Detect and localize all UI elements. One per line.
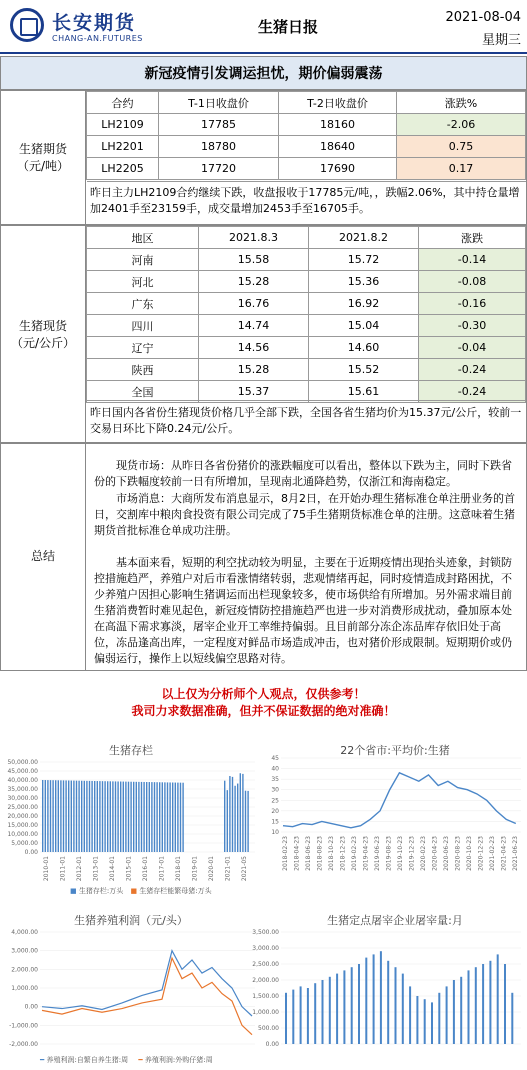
report-title: 生猪日报: [258, 18, 319, 36]
inventory-bar: [84, 781, 85, 852]
y-tick-label: 2,000.00: [11, 966, 38, 974]
inventory-bar: [55, 780, 56, 852]
inventory-bar: [97, 781, 98, 852]
inventory-bar: [172, 783, 173, 853]
y-tick-label: 0.00: [265, 1041, 279, 1048]
report-date: 2021-08-04: [445, 10, 521, 25]
change-cell: 0.17: [397, 158, 526, 180]
x-tick-label: 2020-06-23: [443, 836, 450, 871]
x-tick-label: 2018-12-23: [339, 836, 347, 871]
x-tick-label: 2012-01: [76, 856, 83, 882]
slaughter-bar: [402, 974, 404, 1044]
inventory-bar: [112, 781, 113, 852]
inventory-bar: [240, 773, 241, 852]
x-tick-label: 2018-01: [175, 856, 182, 882]
x-tick-label: 2020-04-23: [431, 836, 439, 871]
price-cell: 14.74: [199, 315, 309, 337]
table-row: [87, 271, 526, 293]
futures-note: 昨日主力LH2109合约继续下跌，收盘报收于17785元/吨，，跌幅2.06%，其中持仓量增加2401手至23159手，成交量增加2453手至16705手。: [87, 181, 526, 217]
y-tick-label: 10: [271, 829, 279, 836]
table-row: [87, 359, 526, 381]
change-cell: -0.16: [419, 293, 526, 315]
inventory-bar: [133, 782, 134, 852]
inventory-bar: [175, 783, 176, 852]
inventory-bar: [156, 782, 157, 852]
region-cell: 四川: [87, 315, 199, 337]
price-cell: 15.04: [309, 315, 419, 337]
table-row: [87, 158, 526, 180]
y-tick-label: 45: [271, 755, 279, 762]
region-cell: 辽宁: [87, 337, 199, 359]
slaughter-bar: [292, 990, 294, 1044]
change-cell: -0.04: [419, 337, 526, 359]
x-tick-label: 2019-02-23: [351, 836, 358, 871]
inventory-bar: [89, 781, 90, 852]
disclaimer: [0, 686, 527, 720]
x-tick-label: 2017-01: [158, 856, 166, 882]
inventory-bar: [60, 780, 61, 852]
price-cell: 16.76: [199, 293, 309, 315]
x-tick-label: 2021-02-23: [489, 836, 496, 871]
slaughter-bar: [497, 954, 499, 1044]
legend-label: 养殖利润:自繁自养生猪:周: [46, 1056, 129, 1064]
y-tick-label: 50,000.00: [7, 759, 38, 766]
col-header: T-2日收盘价: [279, 92, 397, 114]
x-tick-label: 2019-01: [191, 856, 199, 882]
change-cell: -0.24: [419, 381, 526, 403]
slaughter-bar: [446, 986, 448, 1044]
region-cell: 全国: [87, 381, 199, 403]
x-tick-label: 2021-01: [224, 856, 232, 882]
y-tick-label: 15,000.00: [7, 822, 38, 829]
slaughter-bar: [380, 951, 382, 1044]
company-logo: [10, 8, 44, 42]
price-cell: 17785: [159, 114, 279, 136]
y-tick-label: 25,000.00: [7, 804, 38, 811]
table-row: [87, 293, 526, 315]
slaughter-bar: [351, 967, 353, 1044]
inventory-bar: [123, 782, 124, 852]
inventory-bar: [154, 782, 155, 852]
table-header-row: [87, 227, 526, 249]
y-tick-label: -2,000.00: [9, 1041, 38, 1048]
contract-cell: LH2205: [87, 158, 159, 180]
inventory-bar: [120, 782, 121, 853]
price-cell: 18780: [159, 136, 279, 158]
chart-title: 生猪定点屠宰企业屠宰量:月: [327, 914, 463, 927]
inventory-bar: [162, 782, 163, 852]
legend-label: 生猪存栏能繁母猪:万头: [139, 887, 212, 895]
table-row: [87, 136, 526, 158]
y-tick-label: 2,000.00: [252, 977, 279, 984]
chart-plot: [0, 732, 262, 900]
inventory-bar: [63, 780, 64, 852]
inventory-bar: [102, 781, 103, 852]
inventory-bar: [81, 781, 82, 852]
x-tick-label: 2019-10-23: [397, 836, 404, 871]
inventory-bar: [182, 783, 183, 852]
slaughter-bar: [460, 977, 462, 1044]
chart-hog-inventory: [0, 732, 262, 900]
chart-slaughter-volume: [252, 904, 527, 1070]
inventory-bar: [164, 782, 165, 852]
inventory-bar: [47, 780, 48, 852]
inventory-bar: [224, 781, 225, 852]
col-header: 2021.8.2: [309, 227, 419, 249]
region-cell: 广东: [87, 293, 199, 315]
slaughter-bar: [424, 999, 426, 1044]
x-tick-label: 2019-08-23: [385, 836, 393, 871]
inventory-bar: [149, 782, 150, 852]
inventory-bar: [245, 791, 246, 852]
x-tick-label: 2020-12-23: [477, 836, 485, 871]
inventory-bar: [128, 782, 129, 852]
x-tick-label: 2010-01: [43, 856, 50, 882]
price-cell: 17690: [279, 158, 397, 180]
legend-swatch: ━: [138, 1056, 143, 1064]
inventory-bar: [115, 781, 116, 852]
chart-breeding-profit: [0, 904, 262, 1070]
y-tick-label: 2,500.00: [252, 961, 279, 968]
legend-swatch: ■: [130, 887, 138, 895]
inventory-bar: [234, 786, 235, 852]
slaughter-bar: [285, 993, 287, 1044]
y-tick-label: 3,500.00: [252, 929, 279, 936]
inventory-bar: [110, 781, 111, 852]
inventory-bar: [146, 782, 147, 852]
col-header: 地区: [87, 227, 199, 249]
y-tick-label: 30: [271, 786, 279, 794]
price-cell: 14.60: [309, 337, 419, 359]
inventory-bar: [247, 791, 248, 852]
price-cell: 17720: [159, 158, 279, 180]
price-cell: 15.28: [199, 271, 309, 293]
inventory-bar: [138, 782, 139, 852]
chart-title: 生猪养殖利润（元/头）: [74, 914, 188, 927]
inventory-bar: [78, 781, 79, 852]
legend-label: 生猪存栏:万头: [78, 887, 124, 895]
slaughter-bar: [365, 958, 367, 1044]
x-tick-label: 2019-12-23: [408, 836, 416, 871]
x-tick-label: 2014-01: [109, 856, 116, 882]
price-cell: 16.92: [309, 293, 419, 315]
slaughter-bar: [395, 967, 397, 1044]
price-cell: 15.36: [309, 271, 419, 293]
y-tick-label: 3,000.00: [252, 945, 279, 952]
brand-english: CHANG-AN.FUTURES: [52, 34, 143, 43]
y-tick-label: 40: [271, 765, 279, 773]
y-tick-label: 4,000.00: [11, 929, 38, 936]
legend-swatch: ■: [70, 887, 77, 895]
x-tick-label: 2019-04-23: [362, 836, 370, 871]
price-cell: 15.58: [199, 249, 309, 271]
inventory-bar: [237, 784, 238, 852]
change-cell: 0.75: [397, 136, 526, 158]
inventory-bar: [76, 781, 77, 852]
inventory-bar: [117, 781, 118, 852]
inventory-bar: [71, 781, 72, 852]
y-tick-label: 3,000.00: [11, 947, 38, 955]
inventory-bar: [50, 780, 51, 852]
col-header: 2021.8.3: [199, 227, 309, 249]
x-tick-label: 2018-06-23: [305, 836, 312, 871]
x-tick-label: 2021-06-23: [512, 836, 519, 871]
slaughter-bar: [431, 1002, 433, 1044]
spot-table: [86, 226, 526, 403]
chart-legend: [70, 886, 212, 896]
x-tick-label: 2019-06-23: [374, 836, 381, 871]
chart-plot: [0, 904, 262, 1070]
inventory-bar: [180, 783, 181, 852]
slaughter-bar: [307, 988, 309, 1044]
headline: 新冠疫情引发调运担忧，期价偏弱震荡: [0, 56, 527, 90]
inventory-bar: [68, 781, 69, 853]
legend-label: 养殖利润:外购仔猪:周: [144, 1056, 213, 1064]
inventory-bar: [42, 780, 43, 852]
price-cell: 15.72: [309, 249, 419, 271]
change-cell: -0.08: [419, 271, 526, 293]
col-header: 涨跌%: [397, 92, 526, 114]
x-tick-label: 2018-02-23: [282, 836, 289, 871]
contract-cell: LH2109: [87, 114, 159, 136]
report-header: [0, 0, 527, 54]
futures-table: [86, 91, 526, 180]
change-cell: -0.24: [419, 359, 526, 381]
y-tick-label: 0.00: [24, 1003, 38, 1011]
slaughter-bar: [453, 980, 455, 1044]
col-header: 涨跌: [419, 227, 526, 249]
inventory-bar: [232, 777, 233, 852]
y-tick-label: 1,000.00: [11, 985, 38, 992]
slaughter-bar: [329, 977, 331, 1044]
inventory-bar: [86, 781, 87, 852]
inventory-bar: [136, 782, 137, 852]
x-tick-label: 2020-08-23: [454, 836, 462, 871]
region-cell: 陕西: [87, 359, 199, 381]
y-tick-label: 500.00: [258, 1025, 279, 1032]
table-row: [87, 315, 526, 337]
table-row: [87, 337, 526, 359]
inventory-bar: [94, 781, 95, 852]
inventory-bar: [52, 780, 53, 852]
inventory-bar: [169, 782, 170, 852]
y-tick-label: 45,000.00: [7, 768, 38, 775]
table-header-row: [87, 92, 526, 114]
summary-text: [86, 448, 526, 668]
inventory-bar: [125, 782, 126, 852]
change-cell: -2.06: [397, 114, 526, 136]
slaughter-bar: [387, 961, 389, 1044]
inventory-bar: [242, 774, 243, 852]
x-tick-label: 2021-04-23: [500, 836, 508, 871]
y-tick-label: 25: [271, 797, 279, 805]
x-tick-label: 2018-08-23: [316, 836, 324, 871]
chart-plot: [252, 904, 527, 1070]
x-tick-label: 2020-01: [208, 856, 215, 882]
change-cell: -0.14: [419, 249, 526, 271]
chart-title: 22个省市:平均价:生猪: [340, 744, 450, 757]
inventory-bar: [167, 782, 168, 852]
slaughter-bar: [482, 964, 484, 1044]
legend-swatch: ━: [40, 1056, 45, 1064]
table-row: [87, 249, 526, 271]
inventory-bar: [227, 790, 228, 852]
y-tick-label: 30,000.00: [7, 795, 38, 802]
price-cell: 18640: [279, 136, 397, 158]
inventory-bar: [73, 781, 74, 852]
y-tick-label: 40,000.00: [7, 777, 38, 784]
summary-paragraph: 现货市场：从昨日各省份猪价的涨跌幅度可以看出，整体以下跌为主，同时下跌省份的下跌幅度较前一日有所增加，呈现南北通降趋势，仅浙江和海南稳定。: [94, 459, 512, 488]
y-tick-label: -1,000.00: [9, 1022, 38, 1030]
x-tick-label: 2013-01: [92, 856, 100, 882]
slaughter-bar: [511, 993, 513, 1044]
inventory-bar: [107, 781, 108, 852]
slaughter-bar: [409, 986, 411, 1044]
y-tick-label: 20: [271, 807, 279, 815]
region-cell: 河南: [87, 249, 199, 271]
x-tick-label: 2021-05: [241, 856, 248, 882]
contract-cell: LH2201: [87, 136, 159, 158]
chart-legend: [40, 1055, 213, 1065]
inventory-bar: [151, 782, 152, 852]
y-tick-label: 35,000.00: [7, 786, 38, 793]
y-tick-label: 35: [271, 776, 279, 784]
slaughter-bar: [358, 964, 360, 1044]
inventory-bar: [65, 780, 66, 852]
slaughter-bar: [300, 986, 302, 1044]
futures-label: 生猪期货 （元/吨）: [1, 91, 86, 224]
price-cell: 14.56: [199, 337, 309, 359]
report-weekday: 星期三: [481, 33, 521, 48]
chart-plot: [263, 732, 527, 900]
price-cell: 15.52: [309, 359, 419, 381]
y-tick-label: 1,500.00: [252, 993, 279, 1000]
y-tick-label: 5,000.00: [11, 840, 38, 847]
inventory-bar: [91, 781, 92, 852]
y-tick-label: 15: [271, 818, 279, 826]
price-cell: 15.28: [199, 359, 309, 381]
inventory-bar: [177, 783, 178, 852]
slaughter-bar: [336, 974, 338, 1044]
disclaimer-line: 我司力求数据准确，但并不保证数据的绝对准确！: [131, 704, 396, 718]
slaughter-bar: [504, 964, 506, 1044]
futures-section: [0, 90, 527, 225]
slaughter-bar: [468, 970, 470, 1044]
profit-line-self: [42, 951, 252, 1016]
table-row: [87, 114, 526, 136]
spot-label: 生猪现货 （元/公斤）: [1, 226, 86, 442]
slaughter-bar: [438, 993, 440, 1044]
disclaimer-line: 以上仅为分析师个人观点，仅供参考！: [161, 687, 366, 701]
slaughter-bar: [489, 961, 491, 1044]
slaughter-bar: [322, 980, 324, 1044]
summary-paragraph: 基本面来看，短期的利空扰动较为明显，主要在于近期疫情出现抬头迹象，封锁防控措施趋严，养殖户对后市看涨情绪转弱，悲观情绪再起，同时疫情造成封路困扰，不少养殖户因担心影响生猪调运而出栏现象较多，使市场供给有所增加。另外需求端目前生猪消费暂时难见起色，新冠疫情防控措施趋严也进一步对消费形成扰动，叠加原本处在高温下需求寡淡，屠宰企业开工率维持偏弱。且目前部分冻企冻品库存依旧处于高位，冻品逢高出库，一定程度对鲜品市场造成冲击，也对猪价形成限制。短期期价或仍偏弱运行，操作上以短线偏空思路对待。: [94, 556, 512, 665]
spot-note: 昨日国内各省份生猪现货价格几乎全部下跌，全国各省生猪均价为15.37元/公斤，较前一交易日环比下降0.24元/公斤。: [87, 400, 526, 437]
inventory-bar: [58, 780, 59, 852]
inventory-bar: [99, 781, 100, 852]
x-tick-label: 2015-01: [125, 856, 133, 882]
x-tick-label: 2020-10-23: [466, 836, 473, 871]
col-header: T-1日收盘价: [159, 92, 279, 114]
slaughter-bar: [475, 967, 477, 1044]
price-cell: 15.37: [199, 381, 309, 403]
y-tick-label: 1,000.00: [252, 1009, 279, 1016]
slaughter-bar: [373, 954, 375, 1044]
x-tick-label: 2018-10-23: [328, 836, 335, 871]
spot-section: [0, 225, 527, 443]
slaughter-bar: [314, 983, 316, 1044]
slaughter-bar: [416, 996, 418, 1044]
col-header: 合约: [87, 92, 159, 114]
summary-label: 总结: [1, 444, 86, 670]
slaughter-bar: [343, 970, 345, 1044]
header-divider: [0, 52, 527, 54]
region-cell: 河北: [87, 271, 199, 293]
change-cell: -0.30: [419, 315, 526, 337]
inventory-bar: [229, 776, 230, 852]
x-tick-label: 2018-04-23: [293, 836, 301, 871]
chart-title: 生猪存栏: [109, 744, 153, 757]
y-tick-label: 0.00: [24, 849, 38, 856]
y-tick-label: 10,000.00: [7, 831, 38, 838]
inventory-bar: [141, 782, 142, 852]
x-tick-label: 2016-01: [142, 856, 149, 882]
price-cell: 18160: [279, 114, 397, 136]
brand-name: 长安期货: [52, 12, 137, 34]
inventory-bar: [104, 781, 105, 852]
x-tick-label: 2011-01: [59, 856, 67, 882]
inventory-bar: [159, 782, 160, 852]
x-tick-label: 2020-02-23: [420, 836, 427, 871]
price-cell: 15.61: [309, 381, 419, 403]
y-tick-label: 20,000.00: [7, 813, 38, 820]
inventory-bar: [45, 780, 46, 852]
summary-paragraph: 市场消息：大商所发布消息显示，8月2日，在开始办理生猪标准仓单注册业务的首日，交割库中粮肉食投资有限公司完成了75手生猪期货标准仓单的注册。这意味着生猪期货首批标准仓单成功注册。: [94, 492, 515, 537]
chart-avg-hog-price: [263, 732, 527, 900]
inventory-bar: [143, 782, 144, 852]
inventory-bar: [130, 782, 131, 852]
